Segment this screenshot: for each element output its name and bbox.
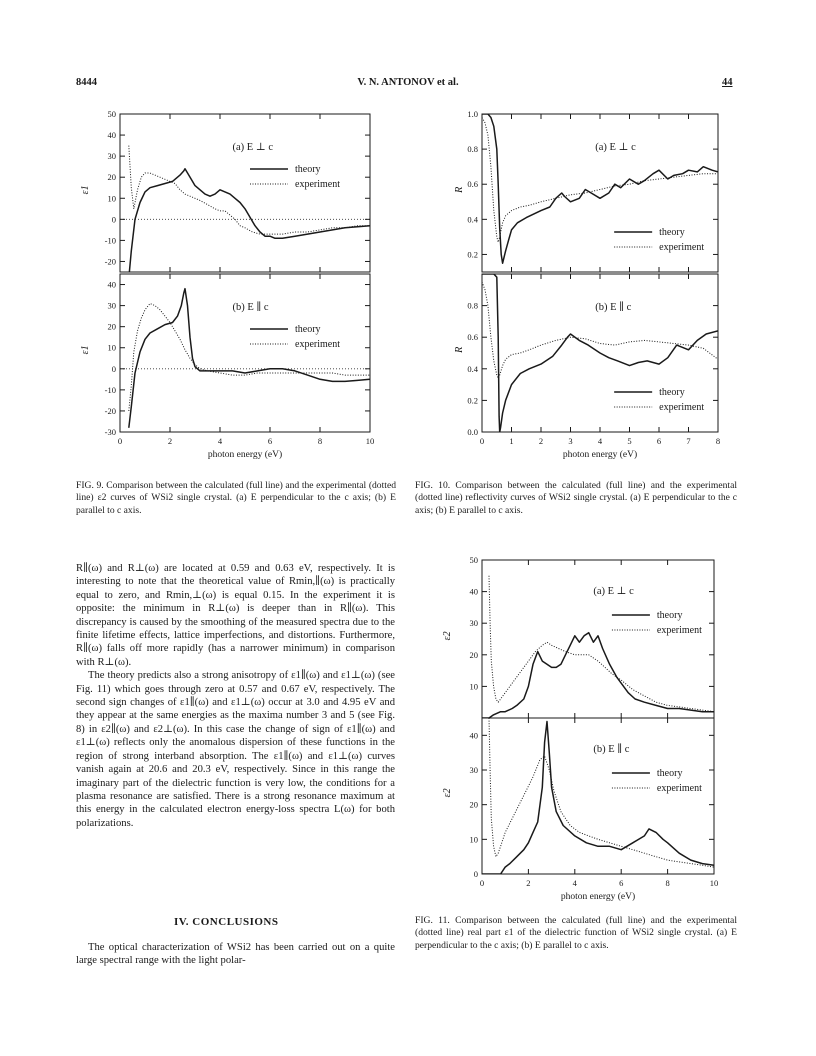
x-tick-label: 2 — [167, 436, 173, 446]
y-tick-label: 10 — [469, 681, 478, 692]
x-tick-label: 5 — [627, 436, 632, 446]
x-tick-label: 0 — [479, 436, 485, 446]
y-tick-label: 0 — [473, 869, 478, 879]
y-tick-label: 10 — [107, 342, 116, 353]
panel-label: (b) E ∥ c — [593, 744, 630, 755]
y-tick-label: 20 — [469, 799, 478, 810]
y-tick-label: 0.8 — [467, 144, 478, 155]
legend-experiment-label: experiment — [656, 625, 702, 636]
y-tick-label: 20 — [107, 172, 116, 183]
x-tick-label: 7 — [686, 436, 691, 446]
legend-experiment-label: experiment — [659, 402, 705, 413]
x-tick-label: 6 — [619, 878, 624, 888]
x-axis-label: photon energy (eV) — [562, 450, 638, 460]
panel-label: (a) E ⊥ c — [593, 586, 634, 597]
x-tick-label: 10 — [365, 436, 375, 446]
y-tick-label: -20 — [104, 256, 116, 267]
x-tick-label: 3 — [568, 436, 573, 446]
y-axis-label: ε1 — [80, 185, 91, 195]
y-tick-label: 40 — [107, 130, 116, 141]
x-tick-label: 4 — [597, 436, 603, 446]
y-tick-label: 0.4 — [467, 363, 478, 374]
y-tick-label: 10 — [107, 193, 116, 204]
y-tick-label: 30 — [469, 618, 478, 629]
figure-9-caption: FIG. 9. Comparison between the calculated (full line) and the experimental (dotted line) ε2 curves of WSi2 single crystal. (a) E perpendicular to the c axis; (b) E parallel to c axis. — [76, 480, 396, 516]
x-tick-label: 1 — [509, 436, 514, 446]
body-column-left — [76, 562, 395, 830]
x-axis-label: photon energy (eV) — [560, 892, 636, 902]
section-heading-conclusions: IV. CONCLUSIONS — [174, 916, 279, 928]
paragraph-anisotropy: The theory predicts also a strong anisotropy of ε1∥(ω) and ε1⊥(ω) (see Fig. 11) which goes through zero at 0.57 and 0.67 eV, respectively. The second sign changes of ε1∥(ω) and ε1⊥(ω) occur at 3.0 and 4.95 eV and they appear at the same energies as the maxima number 3 and 5 (see Fig. 8) in ε2∥(ω) and ε2⊥(ω). In this case the change of sign of ε1∥(ω) and ε1⊥(ω) reflects only the anomalous dispersion of these functions in the region of strong interband absorption. The ε1∥(ω) and ε1⊥(ω) curves vanish again at 20.6 and 20.3 eV, respectively. Since in this range the imaginary part of the dielectric function is very low, the conditions for a plasma resonance are satisfied. There is a strong resonance maximum at this energy in the calculated electron energy-loss spectra L(ω) for both polarizations. — [76, 670, 395, 829]
running-head-authors: V. N. ANTONOV et al. — [357, 77, 459, 88]
y-tick-label: 20 — [469, 649, 478, 660]
x-axis-label: photon energy (eV) — [207, 450, 283, 460]
y-tick-label: 50 — [107, 109, 116, 119]
y-tick-label: 0 — [111, 363, 116, 374]
legend-experiment-label: experiment — [656, 783, 702, 794]
y-tick-label: 40 — [469, 730, 478, 741]
y-tick-label: 30 — [469, 765, 478, 775]
y-axis-label: ε2 — [442, 631, 453, 641]
x-tick-label: 2 — [538, 436, 544, 446]
legend-theory-label: theory — [295, 324, 321, 335]
y-tick-label: 0.6 — [467, 332, 478, 343]
plot-frame — [120, 114, 370, 272]
plot-frame — [482, 560, 714, 718]
legend-theory-label: theory — [295, 164, 321, 175]
x-tick-label: 6 — [267, 436, 273, 446]
y-tick-label: 0.2 — [467, 249, 478, 260]
plot-frame — [120, 274, 370, 432]
y-tick-label: 30 — [107, 151, 116, 162]
legend-theory-label: theory — [659, 387, 685, 398]
y-tick-label: 0.0 — [467, 427, 478, 437]
figure-10-caption: FIG. 10. Comparison between the calculated (full line) and the experimental (dotted line) reflectivity curves of WSi2 single crystal. (a) E perpendicular to the c axis; (b) E parallel to c axis. — [415, 480, 737, 516]
figure-11-caption: FIG. 11. Comparison between the calculated (full line) and the experimental (dotted line) real part ε1 of the dielectric function of WSi2 single crystal. (a) E perpendicular to the c axis; (b) E parallel to c axis. — [415, 915, 737, 951]
panel-label: (b) E ∥ c — [232, 302, 269, 313]
x-tick-label: 10 — [709, 878, 719, 888]
y-tick-label: 30 — [107, 300, 116, 311]
y-tick-label: 1.0 — [467, 109, 478, 119]
legend-theory-label: theory — [656, 610, 683, 621]
x-tick-label: 4 — [572, 878, 577, 888]
figure-9-chart — [70, 102, 390, 470]
y-tick-label: 40 — [469, 586, 478, 597]
figure-11-chart — [440, 554, 740, 910]
y-axis-label: ε1 — [80, 345, 91, 355]
x-tick-label: 8 — [665, 878, 670, 888]
y-tick-label: 0.2 — [467, 395, 478, 406]
series-theory-line — [482, 633, 714, 718]
y-tick-label: -30 — [104, 427, 116, 437]
legend-experiment-label: experiment — [295, 179, 340, 190]
volume-number: 44 — [722, 77, 733, 88]
y-tick-label: -10 — [104, 235, 116, 246]
y-tick-label: 50 — [469, 555, 478, 565]
y-axis-label: ε2 — [442, 788, 453, 798]
figure-10-chart — [450, 102, 750, 470]
legend-theory-label: theory — [656, 768, 683, 779]
y-tick-label: 0.8 — [467, 300, 478, 311]
legend-theory-label: theory — [659, 227, 685, 238]
panel-label: (a) E ⊥ c — [232, 142, 273, 153]
legend-experiment-label: experiment — [659, 242, 705, 253]
x-tick-label: 2 — [526, 878, 531, 888]
x-tick-label: 6 — [656, 436, 662, 446]
y-tick-label: 10 — [469, 834, 478, 845]
y-axis-label: R — [454, 186, 465, 193]
page-number: 8444 — [76, 77, 97, 88]
panel-label: (a) E ⊥ c — [595, 142, 636, 153]
paragraph-reflectivity-minima: R∥(ω) and R⊥(ω) are located at 0.59 and 0.63 eV, respectively. It is interesting to note that the theoretical value of Rmin,∥(ω) is practically equal to zero, and Rmin,⊥(ω) is equal 0.15. In the experiment it is opposite: the minimum in R⊥(ω) is deeper than in R∥(ω). This discrepancy is caused by the smoothing of the measured spectra due to the finite lifetime effects, lattice imperfections, and distortions. Furthermore, R∥(ω) falls off more rapidly (has a narrower minimum) in comparison with R⊥(ω). — [76, 563, 395, 668]
paragraph-conclusions: The optical characterization of WSi2 has been carried out on a quite large spectral range with the light polar- — [76, 942, 395, 967]
y-tick-label: 40 — [107, 279, 116, 290]
y-tick-label: -20 — [104, 405, 116, 416]
x-tick-label: 0 — [479, 878, 485, 888]
series-experiment-line — [482, 282, 718, 378]
panel-label: (b) E ∥ c — [595, 302, 632, 313]
series-experiment-line — [129, 304, 370, 411]
y-tick-label: 0.6 — [467, 179, 478, 190]
series-theory-line — [482, 114, 718, 263]
x-tick-label: 8 — [317, 436, 323, 446]
legend-experiment-label: experiment — [295, 339, 340, 350]
y-tick-label: -10 — [104, 384, 116, 395]
y-tick-label: 20 — [107, 321, 116, 332]
y-tick-label: 0.4 — [467, 214, 478, 225]
y-axis-label: R — [454, 346, 465, 353]
x-tick-label: 4 — [217, 436, 223, 446]
x-tick-label: 8 — [715, 436, 721, 446]
y-tick-label: 0 — [111, 214, 116, 225]
plot-frame — [482, 718, 714, 874]
x-tick-label: 0 — [117, 436, 123, 446]
